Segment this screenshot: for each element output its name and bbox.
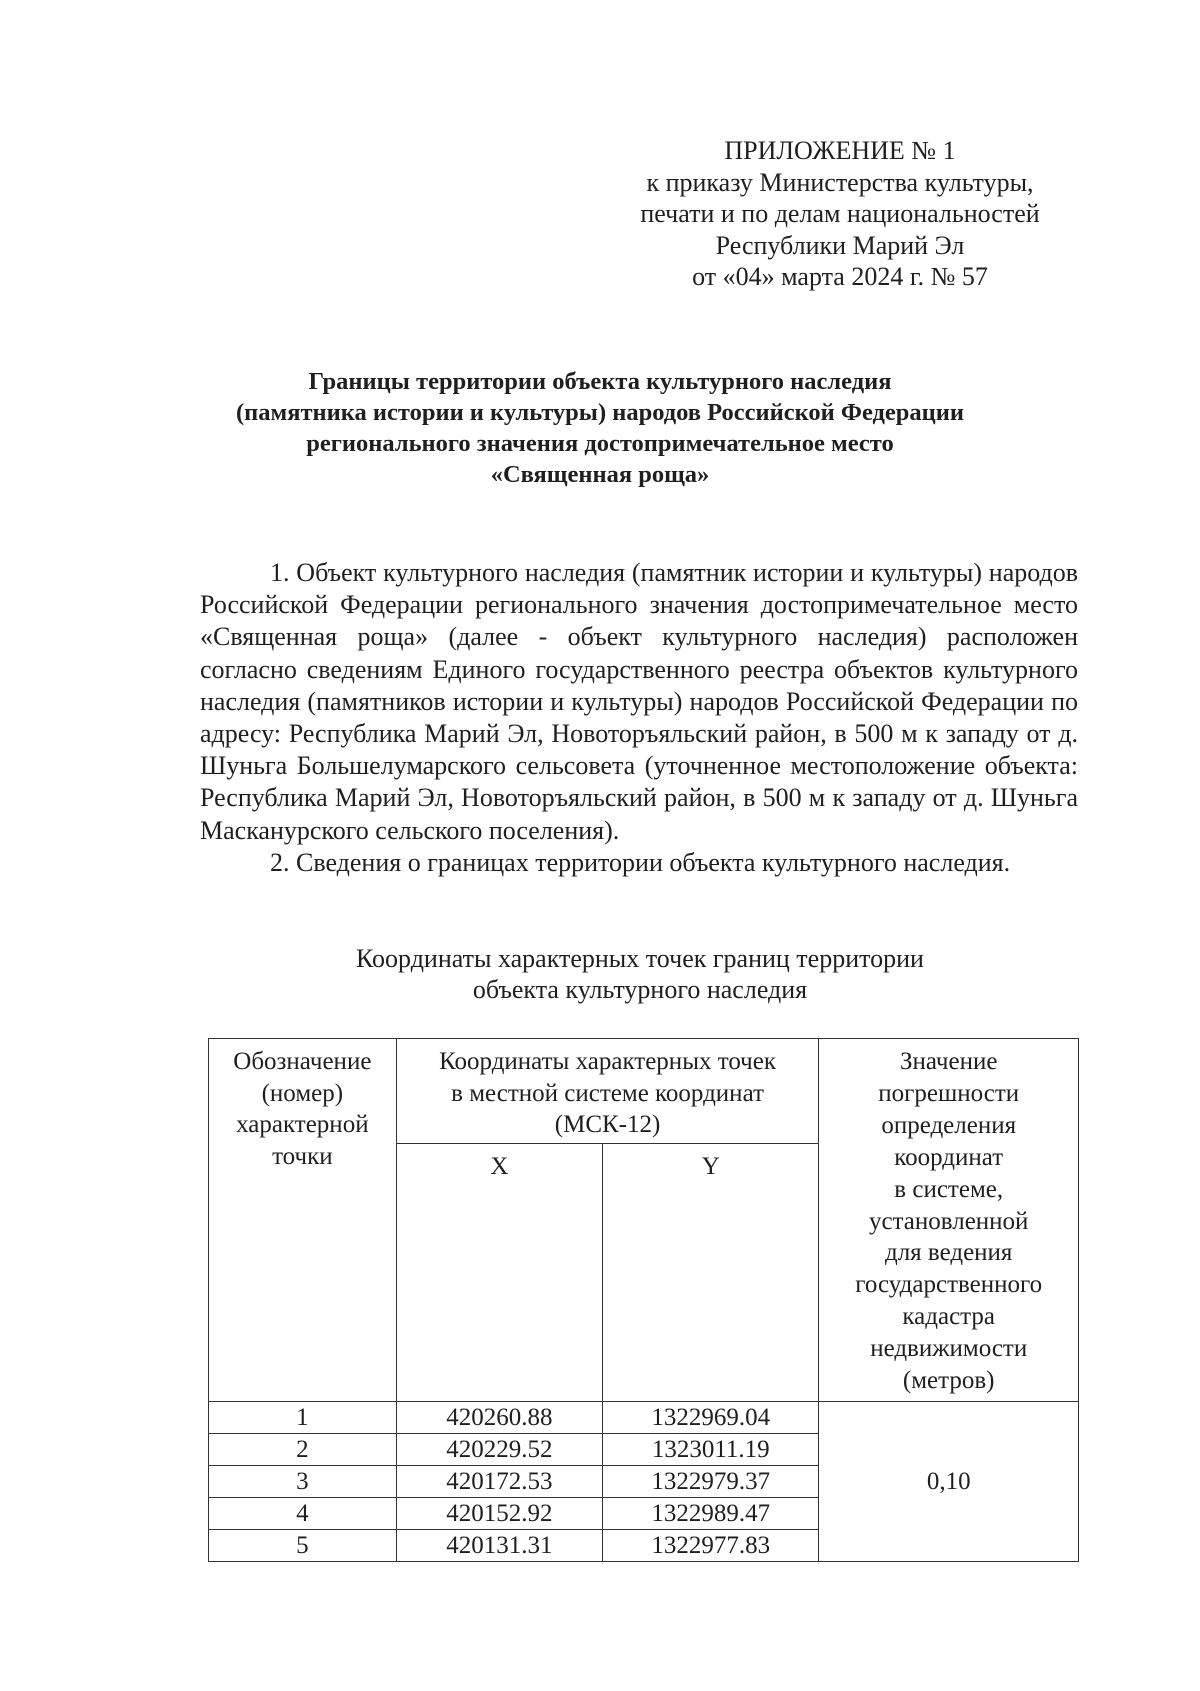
table-caption-line: объекта культурного наследия [472, 975, 808, 1004]
header-designation [209, 1039, 397, 1402]
table-caption-line: Координаты характерных точек границ территории [356, 944, 924, 973]
header-error-line: недвижимости [870, 1335, 1028, 1363]
header-designation-line: характерной [236, 1111, 369, 1138]
header-error-line: определения [881, 1111, 1017, 1139]
error-value: 0,10 [819, 1402, 1079, 1562]
table-row [209, 1402, 1079, 1434]
header-error-line: координат [894, 1143, 1004, 1171]
header-coordinates [396, 1039, 819, 1144]
appendix-ministry-line: печати и по делам национальностей [640, 199, 1040, 228]
point-y: 1322977.83 [603, 1530, 819, 1562]
title-line: Границы территории объекта культурного наследия [308, 368, 892, 395]
header-error-line: установленной [868, 1207, 1029, 1235]
paragraph-object-location: 1. Объект культурного наследия (памятник истории и культуры) народов Российской Федерации регионального значения достопримечательное место «Священная роща» (далее - объект культурного наследия) расположен согласно сведениям Единого государственного реестра объектов культурного наследия (памятников истории и культуры) народов Российской Федерации по адресу: Республика Марий Эл, Новоторъяльский район, в 500 м к западу от д. Шуньга Большелумарского сельсовета (уточненное местоположение объекта: Республика Марий Эл, Новоторъяльский район, в 500 м к западу от д. Шуньга Масканурского сельского поселения). [200, 558, 1078, 845]
appendix-number: ПРИЛОЖЕНИЕ № 1 [724, 136, 956, 165]
appendix-date-line: от «04» марта 2024 г. № 57 [692, 262, 988, 291]
point-x: 420260.88 [396, 1402, 602, 1434]
point-number: 4 [209, 1498, 397, 1530]
header-error-line: кадастра [902, 1303, 996, 1331]
header-error-line: в системе, [894, 1175, 1004, 1203]
point-number: 2 [209, 1434, 397, 1466]
header-error-line: погрешности [878, 1079, 1020, 1107]
header-designation-line: (номер) [261, 1079, 344, 1107]
header-designation-line: Обозначение [233, 1048, 372, 1075]
table-caption [200, 943, 1080, 1005]
header-y: Y [603, 1144, 819, 1402]
point-number: 3 [209, 1466, 397, 1498]
header-error-line: для ведения [884, 1239, 1013, 1267]
header-error-line: Значение [899, 1048, 998, 1075]
appendix-order-line: к приказу Министерства культуры, [646, 167, 1034, 197]
header-error-line: государственного [855, 1271, 1043, 1299]
header-x: X [396, 1144, 602, 1402]
point-number: 1 [209, 1402, 397, 1434]
point-x: 420152.92 [396, 1498, 602, 1530]
document-body [200, 557, 1078, 879]
header-coordinates-line: в местной системе координат [451, 1079, 764, 1107]
appendix-header [560, 135, 1120, 293]
point-y: 1323011.19 [603, 1434, 819, 1466]
title-line: регионального значения достопримечательное место [306, 430, 894, 457]
point-number: 5 [209, 1530, 397, 1562]
coordinates-table [208, 1038, 1079, 1562]
point-y: 1322969.04 [603, 1402, 819, 1434]
appendix-republic-line: Республики Марий Эл [715, 230, 965, 260]
point-y: 1322979.37 [603, 1466, 819, 1498]
paragraph-boundary-info: 2. Сведения о границах территории объекта культурного наследия. [270, 847, 1011, 877]
header-error [819, 1039, 1079, 1402]
point-x: 420229.52 [396, 1434, 602, 1466]
point-y: 1322989.47 [603, 1498, 819, 1530]
title-line: (памятника истории и культуры) народов Российской Федерации [236, 399, 964, 426]
document-title [150, 366, 1050, 490]
point-x: 420172.53 [396, 1466, 602, 1498]
header-coordinates-line: Координаты характерных точек [439, 1048, 776, 1075]
header-coordinates-line: (МСК-12) [554, 1111, 661, 1138]
title-line: «Священная роща» [490, 461, 710, 488]
header-designation-line: точки [272, 1142, 333, 1170]
header-error-line: (метров) [902, 1367, 995, 1395]
point-x: 420131.31 [396, 1530, 602, 1562]
